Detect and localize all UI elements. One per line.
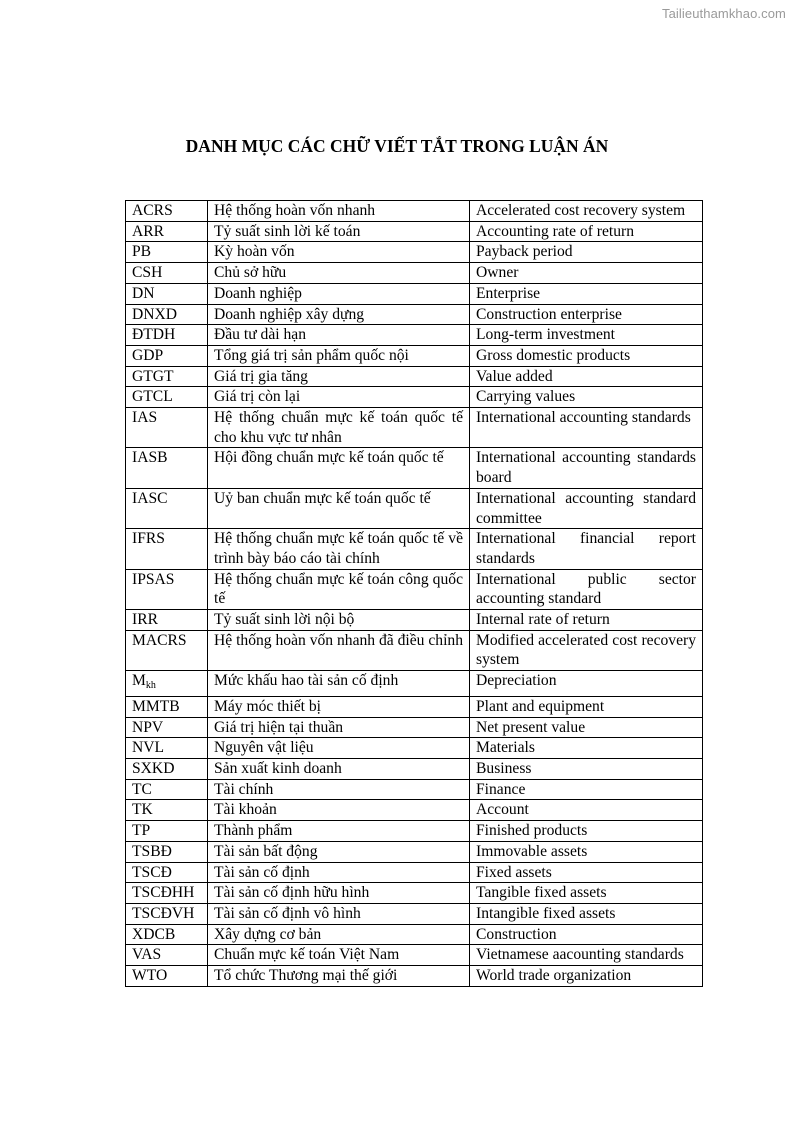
abbreviation-text: DN [132, 284, 155, 302]
abbreviation-cell [126, 758, 208, 779]
table-row [126, 488, 703, 528]
table-row [126, 903, 703, 924]
english-meaning-cell: Intangible fixed assets [470, 903, 703, 924]
abbreviation-text: GDP [132, 346, 164, 364]
table-row [126, 717, 703, 738]
abbreviation-cell [126, 221, 208, 242]
table-row [126, 800, 703, 821]
vietnamese-meaning-cell: Doanh nghiệp [208, 283, 470, 304]
abbreviation-cell [126, 966, 208, 987]
table-row [126, 945, 703, 966]
abbreviation-cell [126, 325, 208, 346]
vietnamese-meaning-cell: Chủ sở hữu [208, 263, 470, 284]
abbreviation-cell [126, 283, 208, 304]
vietnamese-meaning-cell: Tổng giá trị sản phẩm quốc nội [208, 345, 470, 366]
vietnamese-meaning-cell: Uỷ ban chuẩn mực kế toán quốc tế [208, 488, 470, 528]
vietnamese-meaning-cell: Hệ thống chuẩn mực kế toán quốc tế cho khu vực tư nhân [208, 408, 470, 448]
english-meaning-cell: Construction enterprise [470, 304, 703, 325]
vietnamese-meaning-cell: Tỷ suất sinh lời nội bộ [208, 610, 470, 631]
english-meaning-cell: Owner [470, 263, 703, 284]
english-meaning-cell: International public sector accounting standard [470, 569, 703, 609]
vietnamese-meaning-cell: Hệ thống chuẩn mực kế toán công quốc tế [208, 569, 470, 609]
english-meaning-cell: Modified accelerated cost recovery system [470, 630, 703, 670]
vietnamese-meaning-cell: Thành phẩm [208, 821, 470, 842]
english-meaning-cell: Business [470, 758, 703, 779]
table-row [126, 630, 703, 670]
table-row [126, 841, 703, 862]
abbreviation-cell [126, 821, 208, 842]
abbreviation-cell [126, 488, 208, 528]
abbreviation-cell [126, 779, 208, 800]
vietnamese-meaning-cell: Tài sản cố định vô hình [208, 903, 470, 924]
vietnamese-meaning-cell: Đầu tư dài hạn [208, 325, 470, 346]
abbreviation-text: DNXD [132, 305, 178, 323]
abbreviation-text: TSCĐHH [132, 884, 195, 902]
english-meaning-cell: Plant and equipment [470, 696, 703, 717]
table-row [126, 758, 703, 779]
abbreviation-text: MMTB [132, 697, 180, 715]
english-meaning-cell: Fixed assets [470, 862, 703, 883]
table-row [126, 610, 703, 631]
table-row [126, 779, 703, 800]
vietnamese-meaning-cell: Chuẩn mực kế toán Việt Nam [208, 945, 470, 966]
table-row [126, 325, 703, 346]
english-meaning-cell: Materials [470, 738, 703, 759]
abbreviation-cell [126, 263, 208, 284]
abbreviation-text: IRR [132, 611, 158, 629]
abbreviation-cell [126, 800, 208, 821]
vietnamese-meaning-cell: Hệ thống hoàn vốn nhanh đã điều chỉnh [208, 630, 470, 670]
abbreviation-cell [126, 671, 208, 697]
english-meaning-cell: Payback period [470, 242, 703, 263]
vietnamese-meaning-cell: Nguyên vật liệu [208, 738, 470, 759]
vietnamese-meaning-cell: Tài sản bất động [208, 841, 470, 862]
english-meaning-cell: Internal rate of return [470, 610, 703, 631]
vietnamese-meaning-cell: Hội đồng chuẩn mực kế toán quốc tế [208, 448, 470, 488]
english-meaning-cell: Carrying values [470, 387, 703, 408]
english-meaning-cell: Immovable assets [470, 841, 703, 862]
vietnamese-meaning-cell: Máy móc thiết bị [208, 696, 470, 717]
abbreviation-text: TP [132, 822, 151, 840]
english-meaning-cell: Long-term investment [470, 325, 703, 346]
table-row [126, 924, 703, 945]
abbreviation-text: MACRS [132, 631, 187, 649]
vietnamese-meaning-cell: Tài chính [208, 779, 470, 800]
abbreviation-text: PB [132, 243, 152, 261]
abbreviation-text: TC [132, 780, 152, 798]
vietnamese-meaning-cell: Doanh nghiệp xây dựng [208, 304, 470, 325]
abbreviation-text: ĐTDH [132, 326, 176, 344]
table-row [126, 366, 703, 387]
abbreviation-cell [126, 945, 208, 966]
english-meaning-cell: Finished products [470, 821, 703, 842]
table-row [126, 966, 703, 987]
english-meaning-cell: Accelerated cost recovery system [470, 201, 703, 222]
abbreviation-text: IPSAS [132, 570, 175, 588]
abbreviation-text: TSCĐ [132, 863, 172, 881]
vietnamese-meaning-cell: Tài khoản [208, 800, 470, 821]
vietnamese-meaning-cell: Sản xuất kinh doanh [208, 758, 470, 779]
abbreviation-cell [126, 738, 208, 759]
english-meaning-cell: Gross domestic products [470, 345, 703, 366]
english-meaning-cell: Construction [470, 924, 703, 945]
abbreviation-table [125, 200, 703, 987]
abbreviation-cell [126, 696, 208, 717]
vietnamese-meaning-cell: Hệ thống chuẩn mực kế toán quốc tế về trình bày báo cáo tài chính [208, 529, 470, 569]
table-row [126, 283, 703, 304]
table-row [126, 387, 703, 408]
watermark-text: Tailieuthamkhao.com [661, 6, 786, 21]
english-meaning-cell: World trade organization [470, 966, 703, 987]
english-meaning-cell: Accounting rate of return [470, 221, 703, 242]
page-title: DANH MỤC CÁC CHỮ VIẾT TẮT TRONG LUẬN ÁN [185, 136, 609, 156]
english-meaning-cell: Account [470, 800, 703, 821]
abbreviation-text: SXKD [132, 759, 175, 777]
table-row [126, 242, 703, 263]
abbreviation-cell [126, 924, 208, 945]
vietnamese-meaning-cell: Giá trị còn lại [208, 387, 470, 408]
table-row [126, 201, 703, 222]
table-row [126, 569, 703, 609]
abbreviation-subscript: kh [145, 680, 156, 692]
table-row [126, 408, 703, 448]
table-row [126, 304, 703, 325]
abbreviation-table-body [126, 201, 703, 987]
abbreviation-text: IAS [132, 409, 158, 427]
english-meaning-cell: Net present value [470, 717, 703, 738]
table-row [126, 821, 703, 842]
abbreviation-text: VAS [132, 946, 162, 964]
abbreviation-cell [126, 408, 208, 448]
abbreviation-text: TSBĐ [132, 842, 172, 860]
abbreviation-text: ARR [132, 222, 165, 240]
vietnamese-meaning-cell: Xây dựng cơ bản [208, 924, 470, 945]
abbreviation-cell [126, 883, 208, 904]
abbreviation-text: IASB [132, 449, 168, 467]
vietnamese-meaning-cell: Tài sản cố định [208, 862, 470, 883]
vietnamese-meaning-cell: Hệ thống hoàn vốn nhanh [208, 201, 470, 222]
table-row [126, 345, 703, 366]
abbreviation-text: GTCL [132, 388, 173, 406]
abbreviation-text: CSH [132, 264, 163, 282]
table-row [126, 883, 703, 904]
vietnamese-meaning-cell: Giá trị hiện tại thuần [208, 717, 470, 738]
vietnamese-meaning-cell: Tỷ suất sinh lời kế toán [208, 221, 470, 242]
abbreviation-cell [126, 345, 208, 366]
abbreviation-text: XDCB [132, 925, 176, 943]
abbreviation-text: ACRS [132, 202, 173, 219]
abbreviation-cell [126, 387, 208, 408]
vietnamese-meaning-cell: Kỳ hoàn vốn [208, 242, 470, 263]
abbreviation-text: TK [132, 801, 153, 819]
abbreviation-cell [126, 903, 208, 924]
english-meaning-cell: Value added [470, 366, 703, 387]
table-row [126, 671, 703, 697]
vietnamese-meaning-cell: Tổ chức Thương mại thế giới [208, 966, 470, 987]
table-row [126, 738, 703, 759]
english-meaning-cell: International accounting standards board [470, 448, 703, 488]
abbreviation-cell [126, 862, 208, 883]
abbreviation-cell [126, 569, 208, 609]
table-row [126, 221, 703, 242]
abbreviation-cell [126, 366, 208, 387]
table-row [126, 529, 703, 569]
table-row [126, 862, 703, 883]
english-meaning-cell: Tangible fixed assets [470, 883, 703, 904]
abbreviation-cell [126, 304, 208, 325]
english-meaning-cell: Enterprise [470, 283, 703, 304]
vietnamese-meaning-cell: Tài sản cố định hữu hình [208, 883, 470, 904]
english-meaning-cell: International accounting standards [470, 408, 703, 448]
abbreviation-text: IASC [132, 489, 168, 507]
abbreviation-cell [126, 841, 208, 862]
abbreviation-text: WTO [132, 967, 168, 985]
english-meaning-cell: Vietnamese aacounting standards [470, 945, 703, 966]
english-meaning-cell: International accounting standard committee [470, 488, 703, 528]
table-row [126, 263, 703, 284]
vietnamese-meaning-cell: Mức khấu hao tài sản cố định [208, 671, 470, 697]
abbreviation-text: NPV [132, 718, 164, 736]
vietnamese-meaning-cell: Giá trị gia tăng [208, 366, 470, 387]
abbreviation-cell [126, 242, 208, 263]
abbreviation-text: M [132, 672, 146, 690]
english-meaning-cell: Depreciation [470, 671, 703, 697]
table-row [126, 696, 703, 717]
abbreviation-cell [126, 201, 208, 222]
abbreviation-text: GTGT [132, 367, 174, 385]
abbreviation-cell [126, 529, 208, 569]
english-meaning-cell: International financial report standards [470, 529, 703, 569]
abbreviation-text: NVL [132, 739, 165, 757]
abbreviation-cell [126, 630, 208, 670]
abbreviation-text: IFRS [132, 530, 165, 548]
abbreviation-cell [126, 610, 208, 631]
abbreviation-text: TSCĐVH [132, 904, 195, 922]
table-row [126, 448, 703, 488]
english-meaning-cell: Finance [470, 779, 703, 800]
abbreviation-cell [126, 448, 208, 488]
abbreviation-cell [126, 717, 208, 738]
